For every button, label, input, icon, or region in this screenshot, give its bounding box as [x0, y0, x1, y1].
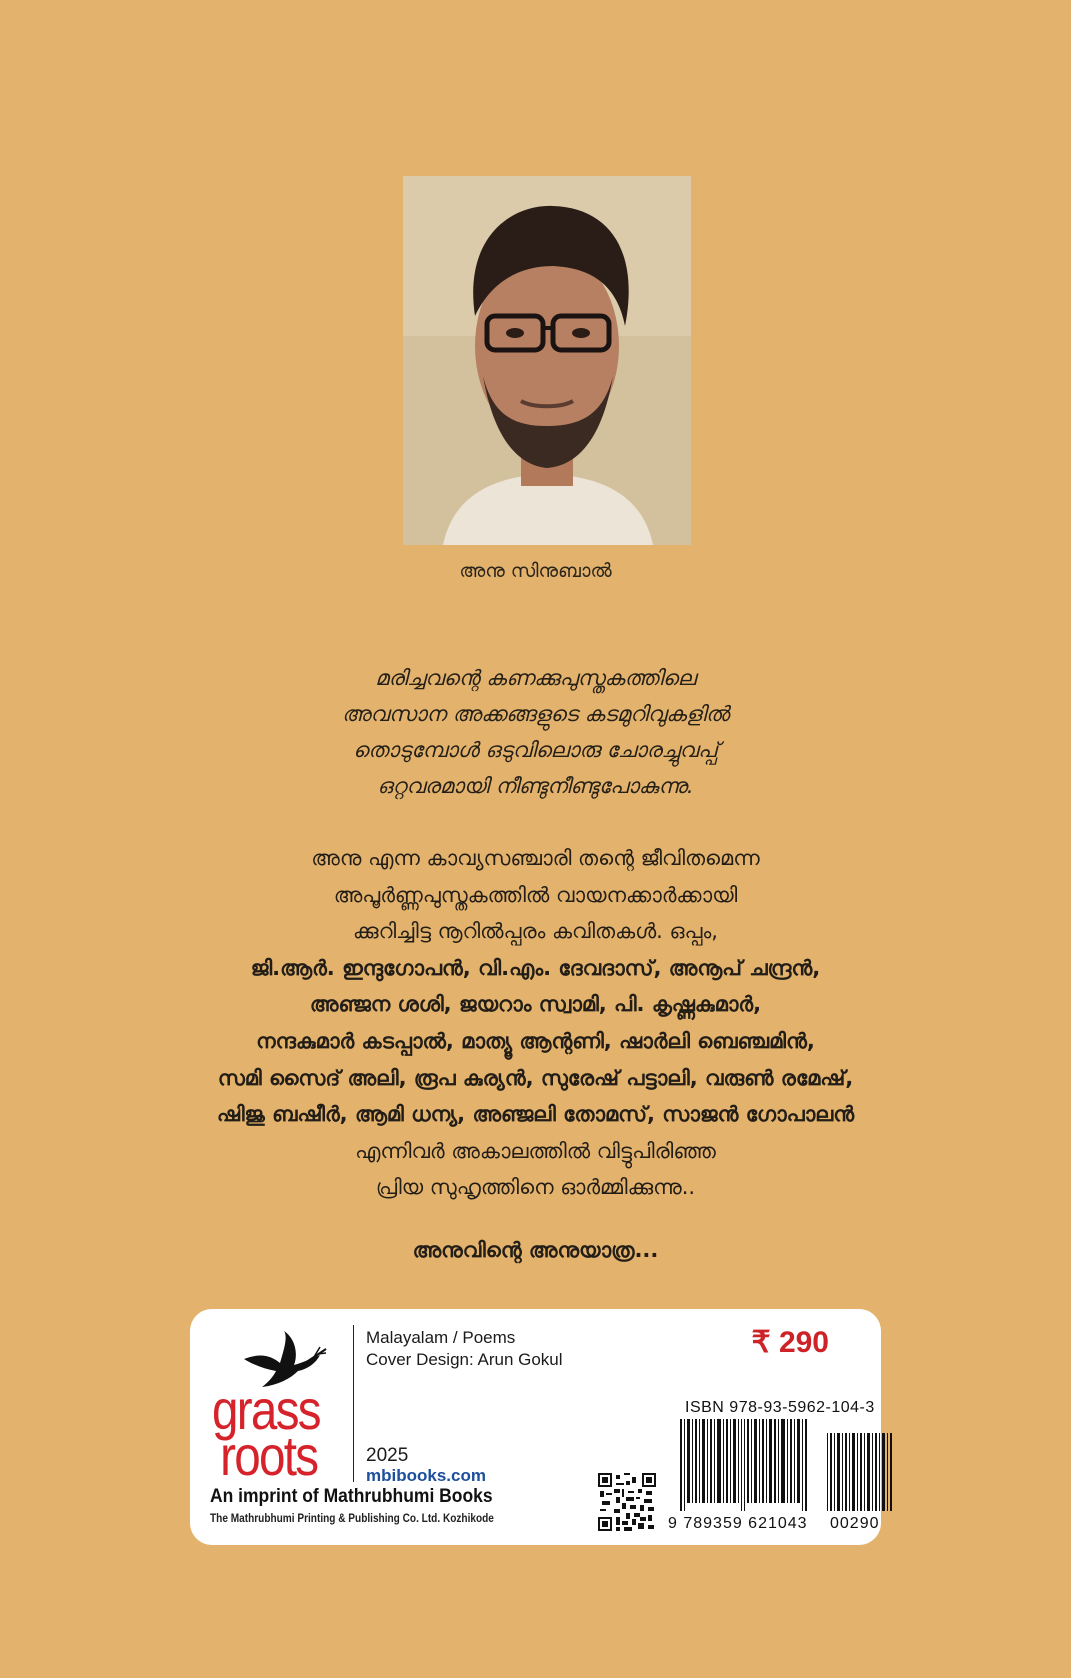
author-photo [403, 176, 691, 545]
website-link[interactable]: mbibooks.com [366, 1466, 486, 1485]
contributors-line: സമി സൈദ് അലി, രൂപ കുര്യൻ, സുരേഷ് പട്ടാലി, വരുൺ രമേഷ്, [217, 1065, 854, 1090]
closing-line: അനുവിന്റെ അനുയാത്ര... [412, 1238, 659, 1262]
poem-excerpt [0, 660, 1071, 804]
book-blurb [0, 840, 1071, 1206]
poem-line: ഒറ്റവരമായി നീണ്ടുനീണ്ടുപോകുന്നു. [377, 774, 694, 798]
blurb-line: എന്നിവർ അകാലത്തിൽ വിട്ടുപിരിഞ്ഞ [355, 1138, 716, 1163]
price-addon-barcode [827, 1433, 893, 1511]
barcode-number: 9 789359 621043 [668, 1515, 808, 1532]
imprint-text: An imprint of Mathrubhumi Books [210, 1486, 493, 1507]
isbn-label: ISBN 978-93-5962-104-3 [685, 1399, 875, 1416]
publisher-address: The Mathrubhumi Printing & Publishing Co. Ltd. Kozhikode [210, 1511, 494, 1525]
isbn-barcode [680, 1419, 808, 1511]
blurb-line: അപൂർണ്ണപുസ്തകത്തിൽ വായനക്കാർക്കായി [333, 882, 738, 907]
category-label: Malayalam / Poems [366, 1328, 516, 1347]
panel-divider [353, 1325, 354, 1482]
publisher-panel [190, 1309, 881, 1545]
blurb-line: പ്രിയ സുഹൃത്തിനെ ഓർമ്മിക്കുന്നു.. [375, 1175, 696, 1200]
contributors-line: ജി.ആർ. ഇന്ദുഗോപൻ, വി.എം. ദേവദാസ്, അനൂപ് ചന്ദ്രൻ, [250, 955, 821, 980]
poem-line: അവസാന അക്കങ്ങളുടെ കടമുറിവുകളിൽ [341, 702, 730, 726]
addon-number: 00290 [830, 1515, 880, 1532]
contributors-line: നന്ദകുമാർ കടപ്പാൽ, മാത്യൂ ആന്റണി, ഷാർലി ബെഞ്ചമിൻ, [256, 1028, 815, 1053]
contributors-line: ഷിജു ബഷീർ, ആമി ധന്യ, അഞ്ജലി തോമസ്, സാജൻ ഗോപാലൻ [216, 1102, 855, 1127]
poem-line: മരിച്ചവന്റെ കണക്കുപുസ്തകത്തിലെ [375, 666, 696, 690]
blurb-line: അനു എന്ന കാവ്യസഞ്ചാരി തന്റെ ജീവിതമെന്ന [311, 846, 760, 870]
cover-design-credit: Cover Design: Arun Gokul [366, 1350, 563, 1369]
publication-year: 2025 [366, 1445, 409, 1466]
author-name: അനു സിനുബാൽ [459, 560, 612, 582]
book-meta [366, 1327, 563, 1371]
logo-word-grass: grass [212, 1378, 320, 1441]
contributors-line: അഞ്ജന ശശി, ജയറാം സ്വാമി, പി. കൃഷ്ണകുമാർ, [309, 992, 762, 1017]
grassroots-logo [212, 1378, 323, 1487]
price-label: ₹ 290 [751, 1326, 829, 1359]
qr-code-icon [598, 1473, 656, 1531]
blurb-line: ക്കുറിച്ചിട്ട നൂറിൽപ്പരം കവിതകൾ. ഒപ്പം, [353, 919, 718, 944]
logo-word-roots: roots [220, 1424, 318, 1487]
poem-line: തൊടുമ്പോൾ ഒടുവിലൊരു ചോരച്ചുവപ്പ് [353, 738, 718, 762]
